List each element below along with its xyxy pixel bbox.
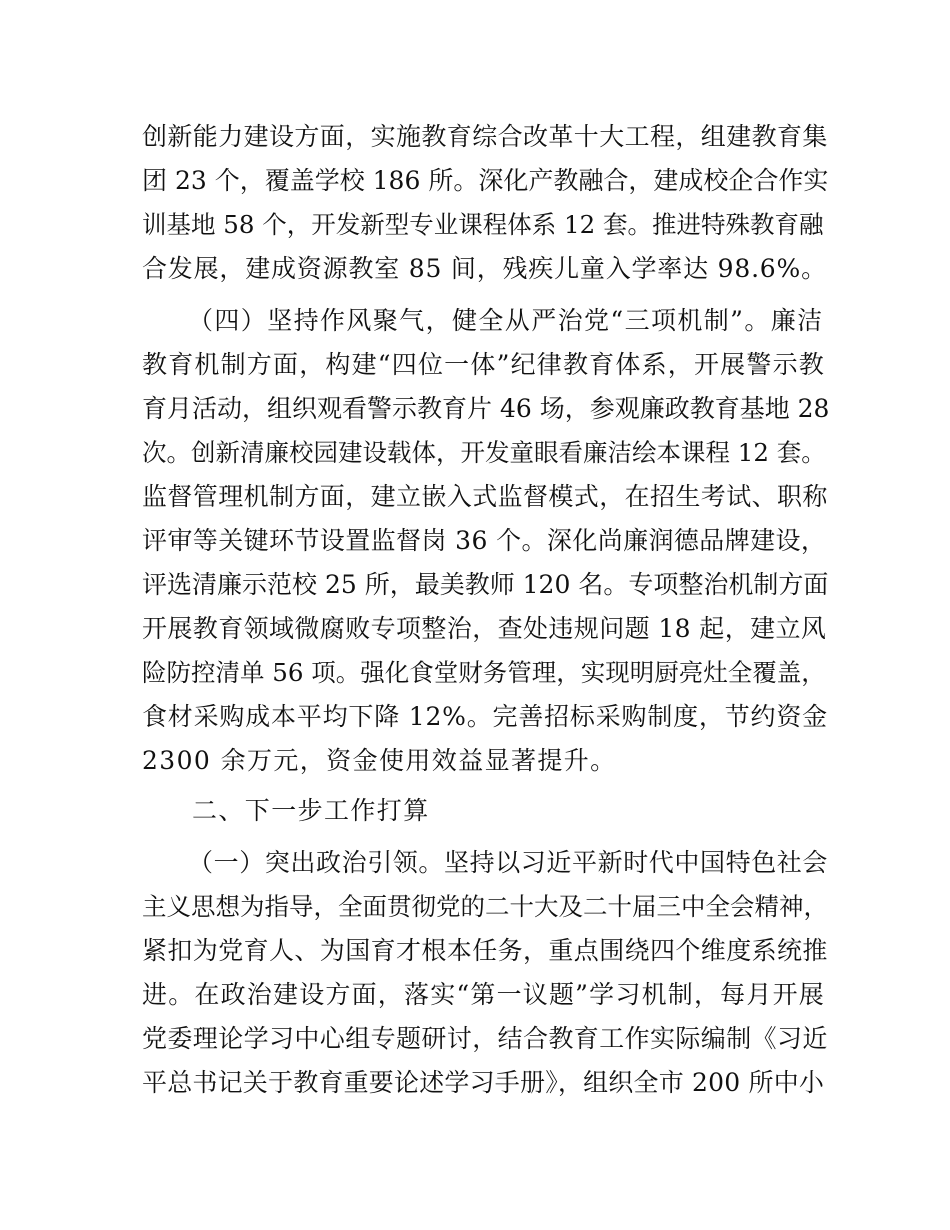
text-line: 教育机制方面，构建“四位一体”纪律教育体系，开展警示教 [142,350,825,379]
text-line: 监督管理机制方面，建立嵌入式监督模式，在招生考试、职称 [142,482,828,511]
text-line: 险防控清单 56 项。强化食堂财务管理，实现明厨亮灶全覆盖， [142,658,826,687]
text-line: 主义思想为指导，全面贯彻党的二十大及二十届三中全会精神， [142,892,828,921]
text-line: 合发展，建成资源教室 85 间，残疾儿童入学率达 98.6%。 [142,254,827,283]
text-line: 育月活动，组织观看警示教育片 46 场，参观廉政教育基地 28 [142,394,830,423]
text-line: 平总书记关于教育重要论述学习手册》，组织全市 200 所中小 [142,1068,825,1097]
text-line: 训基地 58 个，开发新型专业课程体系 12 套。推进特殊教育融 [142,210,824,239]
text-line: 次。创新清廉校园建设载体，开发童眼看廉洁绘本课程 12 套。 [142,438,826,467]
text-line: 2300 余万元，资金使用效益显著提升。 [142,746,617,775]
section-heading: 二、下一步工作打算 [192,796,430,825]
text-line: 紧扣为党育人、为国育才根本任务，重点围绕四个维度系统推 [142,936,828,965]
text-line: 创新能力建设方面，实施教育综合改革十大工程，组建教育集 [142,122,828,151]
paragraph-heading-line: （一）突出政治引领。坚持以习近平新时代中国特色社会 [188,848,829,877]
text-line: 食材采购成本平均下降 12%。完善招标采购制度，节约资金 [142,702,828,731]
text-line: 评审等关键环节设置监督岗 36 个。深化尚廉润德品牌建设， [142,526,827,555]
text-line: 开展教育领域微腐败专项整治，查处违规问题 18 起，建立风 [142,614,827,643]
text-line: 党委理论学习中心组专题研讨，结合教育工作实际编制《习近 [142,1024,828,1053]
text-line: 团 23 个，覆盖学校 186 所。深化产教融合，建成校企合作实 [142,166,829,195]
paragraph-heading-line: （四）坚持作风聚气，健全从严治党“三项机制”。廉洁 [188,306,824,335]
text-line: 进。在政治建设方面，落实“第一议题”学习机制，每月开展 [142,980,825,1009]
text-line: 评选清廉示范校 25 所，最美教师 120 名。专项整治机制方面 [142,570,829,599]
